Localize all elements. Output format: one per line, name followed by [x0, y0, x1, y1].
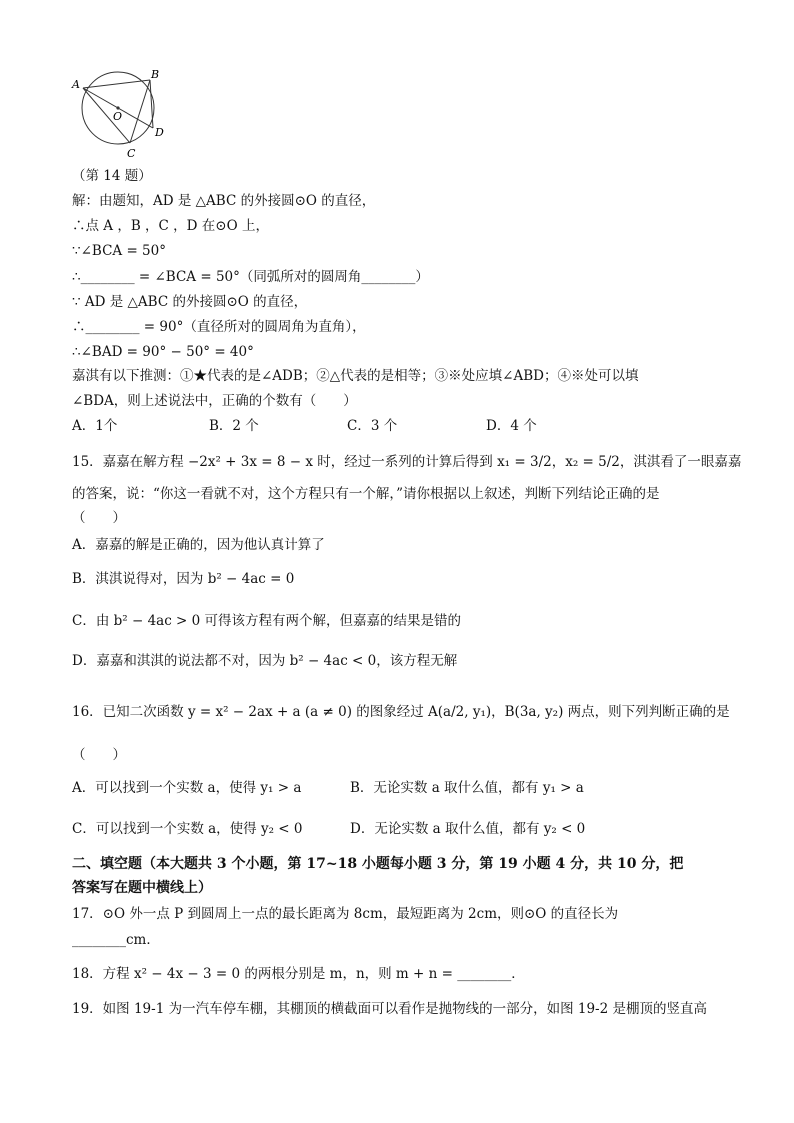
q17-line-1: 17．⊙O 外一点 P 到圆周上一点的最长距离为 8cm，最短距离为 2cm，则⊙O 的直径长为	[72, 906, 619, 922]
q16-option-a: A．可以找到一个实数 a，使得 y₁ > a	[72, 780, 302, 796]
chord-ac	[83, 88, 130, 143]
q14-line-5: ∵ AD 是 △ABC 的外接圆⊙O 的直径，	[72, 294, 308, 310]
q14-option-c: C．3 个	[347, 418, 398, 434]
q18-line-1: 18．方程 x² − 4x − 3 = 0 的两根分别是 m，n，则 m + n = ________．	[72, 966, 525, 982]
label-d: D	[155, 126, 164, 139]
q14-line-9: ∠BDA，则上述说法中，正确的个数有（ ）	[72, 393, 357, 409]
q15-line-2: 的答案，说：“你这一看就不对，这个方程只有一个解，”请你根据以上叙述，判断下列结论正确的是	[72, 486, 660, 502]
q14-option-d: D．4 个	[486, 418, 537, 434]
q14-line-8: 嘉淇有以下推测：①★代表的是∠ADB；②△代表的是相等；③※处应填∠ABD；④※处可以填	[72, 368, 639, 384]
q16-line-1: 16．已知二次函数 y = x² − 2ax + a (a ≠ 0) 的图象经过 A(a/2, y₁)，B(3a, y₂) 两点，则下列判断正确的是	[72, 704, 730, 720]
section-2-heading-line-1: 二、填空题（本大题共 3 个小题，第 17~18 小题每小题 3 分，第 19 小题 4 分，共 10 分，把	[72, 856, 684, 872]
circle-figure	[68, 64, 178, 164]
q14-line-4: ∴________ = ∠BCA = 50°（同弧所对的圆周角________）	[72, 269, 429, 285]
q15-line-1: 15．嘉嘉在解方程 −2x² + 3x = 8 − x 时，经过一系列的计算后得到 x₁ = 3/2，x₂ = 5/2，淇淇看了一眼嘉嘉	[72, 454, 742, 470]
q16-option-d: D．无论实数 a 取什么值，都有 y₂ < 0	[350, 821, 586, 837]
q15-option-d: D．嘉嘉和淇淇的说法都不对，因为 b² − 4ac < 0，该方程无解	[72, 653, 458, 669]
q14-option-b: B．2 个	[209, 418, 259, 434]
q14-line-7: ∴∠BAD = 90° − 50° = 40°	[72, 344, 254, 360]
q16-option-b: B．无论实数 a 取什么值，都有 y₁ > a	[350, 780, 584, 796]
label-b: B	[151, 68, 160, 81]
q15-option-a: A．嘉嘉的解是正确的，因为他认真计算了	[72, 537, 325, 553]
q14-line-6: ∴________ = 90°（直径所对的圆周角为直角），	[72, 319, 366, 335]
label-c: C	[127, 147, 136, 160]
q14-line-3: ∵∠BCA = 50°	[72, 243, 166, 259]
q15-option-c: C．由 b² − 4ac > 0 可得该方程有两个解，但嘉嘉的结果是错的	[72, 613, 462, 629]
q15-option-b: B．淇淇说得对，因为 b² − 4ac = 0	[72, 571, 295, 587]
chord-ab	[83, 80, 150, 88]
q14-line-2: ∴点 A ，B ，C ，D 在⊙O 上，	[72, 218, 269, 234]
q15-line-3: （ ）	[72, 510, 126, 526]
label-o: O	[113, 110, 123, 123]
chord-bc	[130, 80, 150, 143]
q16-line-2: （ ）	[72, 747, 126, 763]
section-2-heading-line-2: 答案写在题中横线上）	[72, 880, 212, 896]
label-a: A	[72, 78, 80, 91]
figure-caption: （第 14 题）	[72, 168, 152, 184]
q14-option-a: A．1个	[72, 418, 118, 434]
q16-option-c: C．可以找到一个实数 a，使得 y₂ < 0	[72, 821, 303, 837]
q19-line-1: 19．如图 19-1 为一汽车停车棚，其棚顶的横截面可以看作是抛物线的一部分，如图 19-2 是棚顶的竖直高	[72, 1001, 707, 1017]
q14-line-1: 解：由题知，AD 是 △ABC 的外接圆⊙O 的直径，	[72, 193, 376, 209]
q17-line-2: ________cm．	[72, 932, 160, 948]
